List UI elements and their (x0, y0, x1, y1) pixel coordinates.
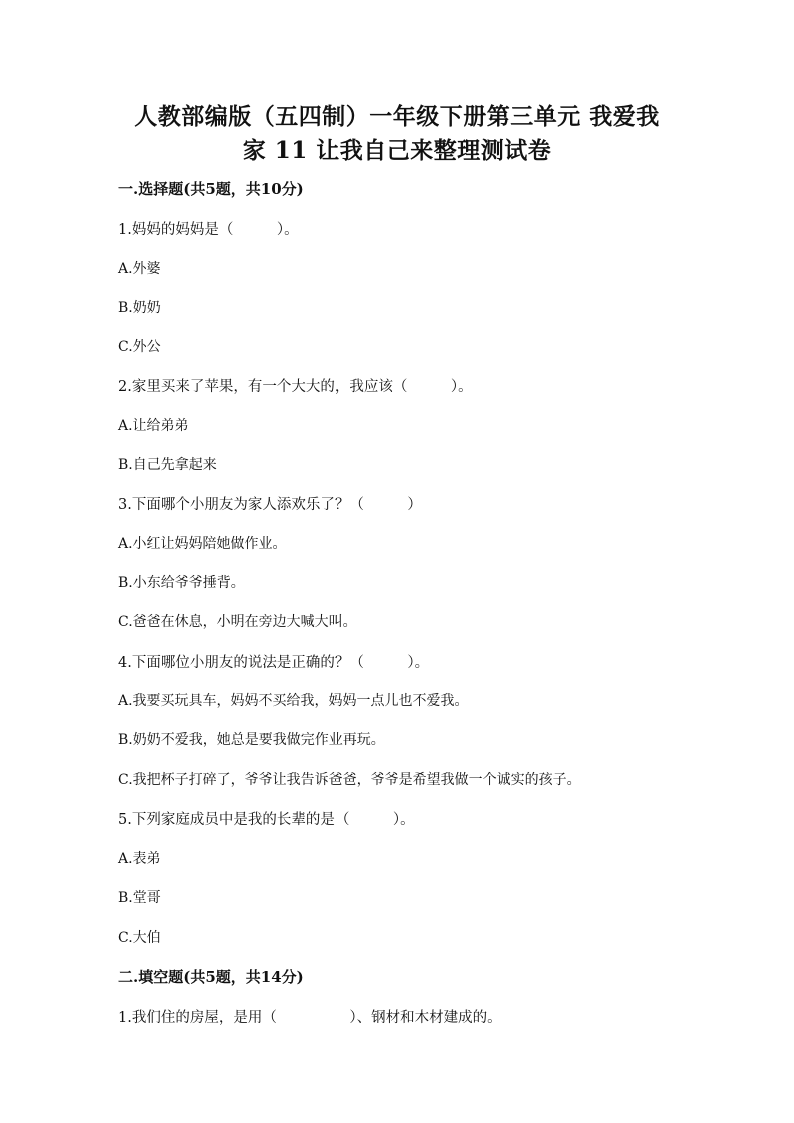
question-2-option-a: A.让给弟弟 (118, 418, 189, 434)
fill-question-1-stem: 1.我们住的房屋，是用（ ）、钢材和木材建成的。 (118, 1010, 502, 1026)
question-3-option-c: C.爸爸在休息，小明在旁边大喊大叫。 (118, 614, 357, 630)
question-3-stem: 3.下面哪个小朋友为家人添欢乐了？（ ） (118, 497, 422, 513)
question-5-option-a: A.表弟 (118, 851, 161, 867)
question-1-option-a: A.外婆 (118, 261, 161, 277)
question-2-option-b: B.自己先拿起来 (118, 457, 217, 473)
document-title-line-1: 人教部编版（五四制）一年级下册第三单元 我爱我 (134, 103, 660, 130)
question-2-stem: 2.家里买来了苹果，有一个大大的，我应该（ ）。 (118, 379, 473, 395)
question-3-option-b: B.小东给爷爷捶背。 (118, 575, 245, 591)
question-4-option-b: B.奶奶不爱我，她总是要我做完作业再玩。 (118, 732, 385, 748)
question-4-option-a: A.我要买玩具车，妈妈不买给我，妈妈一点儿也不爱我。 (118, 693, 469, 709)
section-heading-fill-blank: 二.填空题(共5题，共14分) (118, 968, 304, 986)
section-heading-choice: 一.选择题(共5题，共10分) (118, 180, 304, 198)
document-title-line-2: 家 11 让我自己来整理测试卷 (242, 137, 552, 164)
question-1-stem: 1.妈妈的妈妈是（ ）。 (118, 222, 299, 238)
question-1-option-c: C.外公 (118, 339, 161, 355)
question-4-option-c: C.我把杯子打碎了，爷爷让我告诉爸爸，爷爷是希望我做一个诚实的孩子。 (118, 772, 581, 788)
question-4-stem: 4.下面哪位小朋友的说法是正确的？（ ）。 (118, 655, 430, 671)
question-5-option-b: B.堂哥 (118, 890, 161, 906)
question-3-option-a: A.小红让妈妈陪她做作业。 (118, 536, 287, 552)
question-5-stem: 5.下列家庭成员中是我的长辈的是（ ）。 (118, 812, 415, 828)
question-1-option-b: B.奶奶 (118, 300, 161, 316)
question-5-option-c: C.大伯 (118, 930, 161, 946)
